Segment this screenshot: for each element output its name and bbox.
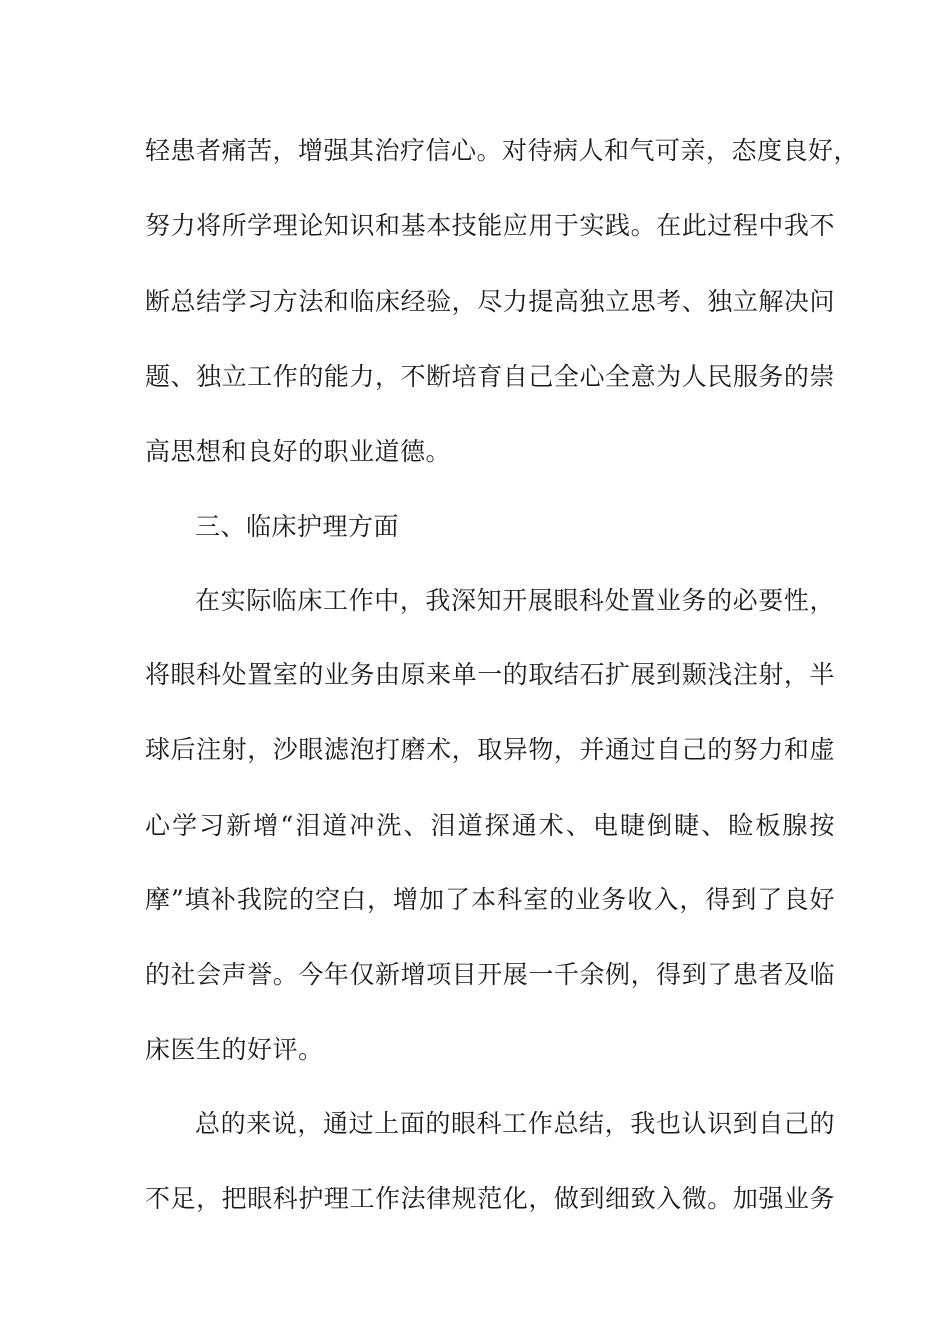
- text-line: 摩”填补我院的空白，增加了本科室的业务收入，得到了良好: [145, 885, 835, 914]
- text-line: 心学习新增“泪道冲洗、泪道探通术、电睫倒睫、睑板腺按: [145, 811, 835, 840]
- text-line: 球后注射，沙眼滤泡打磨术，取异物，并通过自己的努力和虚: [145, 735, 835, 764]
- text-line: 将眼科处置室的业务由原来单一的取结石扩展到颞浅注射，半: [145, 660, 835, 689]
- text-line: 轻患者痛苦，增强其治疗信心。对待病人和气可亲，态度良好，: [145, 136, 860, 165]
- text-line: 努力将所学理论知识和基本技能应用于实践。在此过程中我不: [145, 211, 835, 240]
- text-line: 床医生的好评。: [145, 1035, 324, 1064]
- text-line: 不足，把眼科护理工作法律规范化，做到细致入微。加强业务: [145, 1184, 835, 1213]
- paragraph-first-line: 总的来说，通过上面的眼科工作总结，我也认识到自己的: [195, 1109, 835, 1138]
- section-heading: 三、临床护理方面: [195, 512, 400, 541]
- text-line: 题、独立工作的能力，不断培育自己全心全意为人民服务的崇: [145, 362, 835, 391]
- text-line: 的社会声誉。今年仅新增项目开展一千余例，得到了患者及临: [145, 960, 835, 989]
- text-line: 高思想和良好的职业道德。: [145, 437, 452, 466]
- paragraph-first-line: 在实际临床工作中，我深知开展眼科处置业务的必要性，: [195, 586, 835, 615]
- text-line: 断总结学习方法和临床经验，尽力提高独立思考、独立解决问: [145, 287, 835, 316]
